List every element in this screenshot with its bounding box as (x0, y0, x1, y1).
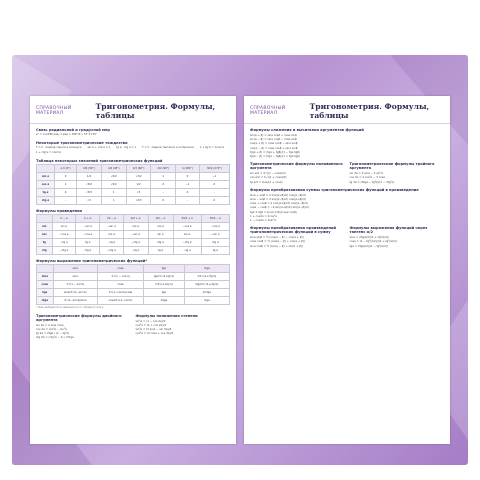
table-cell: √2/2 (101, 180, 126, 188)
row-header: sin (37, 222, 53, 230)
section-measures (30, 124, 236, 137)
table-cell: −tg α (123, 246, 148, 254)
column-header: ctgα (184, 264, 229, 272)
table-row (37, 296, 230, 304)
table-cell: ctg α (76, 246, 100, 254)
formula-line: cos²α = (1 + cos 2α)/2 (135, 322, 167, 327)
identity-formula: 1 + tg²α = 1/cos²α (199, 145, 225, 149)
table-cell: cos α (123, 222, 148, 230)
table-row (37, 230, 230, 238)
row-header: tg (37, 238, 53, 246)
table-row (37, 246, 230, 254)
table-cell: 0 (55, 188, 77, 196)
table-cell: 0 (199, 180, 229, 188)
formula-line: cos(α + β) = cosα cosβ − sinα sinβ (250, 141, 298, 146)
section-sum-to-product (244, 184, 450, 222)
formula-line: cos α/2 = ±√((1 + cosα)/2) (250, 175, 287, 180)
formula-line: cosα + cosβ = 2 cos((α+β)/2) cos((α−β)/2) (250, 201, 309, 206)
row-header: tgα (37, 288, 54, 296)
table-row (37, 180, 230, 188)
table-cell: – (199, 188, 229, 196)
column-header: π − α (52, 214, 76, 222)
table-cell: 1 (55, 180, 77, 188)
table-row (37, 288, 230, 296)
formula-line: cosα − cosβ = −2 sin((α+β)/2) sin((α−β)/2) (250, 205, 309, 210)
values-table (36, 164, 230, 205)
identity-formula: 1 + ctg²α = 1/sin²α (36, 151, 62, 155)
double-argument-block (36, 312, 131, 340)
table-cell: 0 (199, 196, 229, 204)
identity-formula: tg α · ctg α = 1 (116, 145, 137, 149)
row-header: cosα (37, 280, 54, 288)
section-title: Формулы выражения функций через тангенс α/2 (349, 226, 428, 235)
header-label: СПРАВОЧНЫЙ МАТЕРИАЛ (36, 106, 72, 116)
row-header: cos α (37, 180, 55, 188)
table-cell: −cos α (76, 230, 100, 238)
formula-line: cos 2α = cos²α − sin²α (36, 326, 67, 331)
table-cell: ±√(1 − cos²α) (97, 272, 143, 280)
formula-line: tg 3α = (3tgα − tg³α)/(1 − 3tg²α) (349, 179, 395, 184)
formula-line: cosα = (1 − tg²(α/2))/(1 + tg²(α/2)) (349, 239, 397, 244)
table-cell: cos α (100, 230, 123, 238)
column-header: π/2 + α (123, 214, 148, 222)
section-title: Формулы приведения (36, 208, 82, 213)
table-cell: 1/2 (126, 180, 151, 188)
table-cell: cosα/±√(1−cos²α) (97, 296, 143, 304)
section-title: Формулы сложения и вычитания аргументов функций (250, 128, 364, 132)
table-cell: 1/±√(1+tg²α) (144, 280, 184, 288)
row-header: sinα (37, 272, 54, 280)
column-header: π/3 (60°) (126, 164, 151, 172)
table-cell: −sin α (123, 230, 148, 238)
table-cell: 1/ctgα (184, 288, 229, 296)
column-header: π/2 − α (148, 214, 173, 222)
page-header (30, 96, 236, 124)
table-row (37, 222, 230, 230)
formula-line: sinα sinβ = ½ (cos(α − β) − cos(α + β)) (250, 235, 304, 240)
table-cell: √3/2 (126, 172, 151, 180)
table-cell: – (176, 196, 199, 204)
double-argument-formulas (36, 323, 131, 340)
table-cell: cosα (97, 280, 143, 288)
column-header: sinα (53, 264, 97, 272)
table-cell: 1/2 (77, 172, 102, 180)
table-cell: √3/3 (77, 188, 102, 196)
table-cell: √3/3 (126, 196, 151, 204)
table-row (37, 272, 230, 280)
section-addition (244, 124, 450, 158)
column-header: π/4 (45°) (101, 164, 126, 172)
table-cell: ±√(1−sin²α)/sinα (53, 296, 97, 304)
row-header: ctg α (37, 196, 55, 204)
section-title: Связь радиальной и градусной мер (36, 128, 110, 132)
expression-table (36, 264, 230, 305)
section-values (30, 155, 236, 205)
table-cell: −sin α (201, 230, 229, 238)
table-cell: ctg α (148, 238, 173, 246)
row-header: cos (37, 230, 53, 238)
table-cell: √3/2 (77, 180, 102, 188)
table-row (37, 188, 230, 196)
column-header: 3π/2 − α (201, 214, 229, 222)
table-cell: −ctg α (52, 246, 76, 254)
section-expression (30, 255, 236, 305)
formula-line: tg 2α = 2tgα / (1 − tg²α) (36, 331, 70, 336)
formula-line: tg(α + β) = (tgα + tgβ)/(1 − tgα tgβ) (250, 149, 300, 154)
formula-line: cos 3α = 4 cos³α − 3 cosα (349, 175, 386, 180)
formula-line: tg(α − β) = (tgα − tgβ)/(1 + tgα tgβ) (250, 154, 300, 159)
column-header: 3π/2 (270°) (199, 164, 229, 172)
formula-line: sin³α = (3 sinα − sin 3α)/4 (135, 327, 172, 332)
table-cell: 0 (151, 180, 176, 188)
formula-line: cos(α − β) = cosα cosβ + sinα sinβ (250, 145, 298, 150)
table-cell: 1 (101, 188, 126, 196)
table-cell: tg α (148, 246, 173, 254)
table-cell: −sin α (100, 222, 123, 230)
table-cell: √2/2 (101, 172, 126, 180)
identity-formula: T = π · период тангенса и котангенса (142, 145, 194, 149)
row-header: ctg (37, 246, 53, 254)
formula-line: sin 3α = 3 sinα − 4 sin³α (349, 171, 384, 176)
half-tangent-block (350, 224, 445, 248)
formula-line: sin(α − β) = sinα cosβ − cosα sinβ (250, 137, 297, 142)
left-page (30, 96, 236, 444)
column-header (37, 164, 55, 172)
table-cell: −tg α (100, 238, 123, 246)
formula-line: sin 2α = 2 sinα cosα (36, 322, 64, 327)
column-header: π/2 (90°) (151, 164, 176, 172)
measure-rule: α° = π·α/180 рад; 1 рад = 180°/π ≈ 57°17′45″ (36, 133, 97, 136)
footnote: * Знак выбирается в зависимости от четверти угла α (36, 305, 104, 309)
sum-to-product-formulas (250, 193, 444, 222)
half-argument-formulas (250, 171, 345, 184)
page-header (244, 96, 450, 124)
table-cell: −cos α (201, 222, 229, 230)
table-row (37, 280, 230, 288)
table-cell: 1/±√(1+ctg²α) (184, 272, 229, 280)
page-title: Тригонометрия. Формулы, таблицы (309, 102, 430, 120)
table-cell: −cos α (173, 222, 201, 230)
table-cell: sin α (148, 230, 173, 238)
table-cell: 0 (55, 172, 77, 180)
table-cell: cos α (148, 222, 173, 230)
formula-line: sin(α + β) = sinα cosβ + cosα sinβ (250, 133, 297, 137)
table-cell: −1 (199, 172, 229, 180)
page-title: Тригонометрия. Формулы, таблицы (95, 102, 216, 120)
column-header (37, 264, 54, 272)
column-header: π/6 (30°) (77, 164, 102, 172)
column-header: 3π/2 + α (173, 214, 201, 222)
section-reduction (30, 205, 236, 255)
row-header: tg α (37, 188, 55, 196)
table-row (37, 238, 230, 246)
table-cell: √3 (126, 188, 151, 196)
table-cell: −ctg α (100, 246, 123, 254)
table-cell: −tg α (52, 238, 76, 246)
table-cell: sin α (173, 230, 201, 238)
power-reduction-formulas (136, 319, 231, 336)
table-cell: ±√(1−cos²α)/cosα (97, 288, 143, 296)
table-cell: √3 (77, 196, 102, 204)
formula-line: sinα = 2tg(α/2)/(1 + tg²(α/2)) (349, 235, 390, 240)
table-cell: ±√(1 − sin²α) (53, 280, 97, 288)
table-cell: 0 (151, 196, 176, 204)
formula-line: 1 − cos2α = 2sin²α (250, 218, 277, 223)
identities-list (36, 146, 230, 155)
table-cell: sin α (52, 222, 76, 230)
table-cell: sinα (53, 272, 97, 280)
row-header: ctgα (37, 296, 54, 304)
identity-formula: T = π · период синуса и косинуса (36, 145, 82, 149)
formula-line: tgα = 2tg(α/2)/(1 − tg²(α/2)) (349, 243, 388, 248)
table-cell: tgα (144, 288, 184, 296)
table-cell: tg α (76, 238, 100, 246)
section-title: Тригонометрические формулы двойного аргумента (36, 313, 122, 322)
product-to-sum-formulas (250, 235, 345, 248)
section-title: Тригонометрические формулы половинного аргумента (250, 162, 343, 171)
table-cell: −ctg α (173, 238, 201, 246)
section-identities (30, 137, 236, 155)
column-header: α 0 (0°) (55, 164, 77, 172)
table-cell: −tg α (173, 246, 201, 254)
table-cell: 0 (176, 188, 199, 196)
table-cell: tg α (201, 246, 229, 254)
table-cell: −ctg α (123, 238, 148, 246)
table-cell: −1 (176, 180, 199, 188)
table-cell: 1/tgα (144, 296, 184, 304)
column-header: 2π − α (100, 214, 123, 222)
table-cell: 1 (101, 196, 126, 204)
identity-formula: sin²α + cos²α = 1 (87, 145, 111, 149)
table-cell: ctgα (184, 296, 229, 304)
table-cell: – (151, 188, 176, 196)
product-to-sum-block (250, 224, 345, 248)
table-cell: 1 (151, 172, 176, 180)
formula-line: sinα cosβ = ½ (sin(α − β) + sin(α + β)) (250, 243, 303, 248)
section-product-and-tangent (244, 222, 450, 248)
section-half-and-triple (244, 158, 450, 184)
formula-line: sinα − sinβ = 2 sin((α−β)/2) cos((α+β)/2) (250, 197, 306, 202)
right-page (244, 96, 450, 444)
triple-argument-formulas (350, 171, 445, 184)
section-title: Формулы понижения степени (135, 313, 198, 318)
section-title: Формулы выражения тригонометрических функций* (36, 258, 148, 263)
section-title: Тригонометрические формулы тройного аргумента (349, 162, 435, 171)
table-cell: sinα/±√(1−sin²α) (53, 288, 97, 296)
table-cell: ctgα/±√(1+ctg²α) (184, 280, 229, 288)
column-header: π + α (76, 214, 100, 222)
header-label: СПРАВОЧНЫЙ МАТЕРИАЛ (250, 106, 286, 116)
table-cell: 0 (176, 172, 199, 180)
formula-line: sinα + sinβ = 2 sin((α+β)/2) cos((α−β)/2) (250, 192, 306, 197)
formula-line: tg α/2 = sinα/(1 + cosα) (250, 179, 283, 184)
table-cell: −sin α (76, 222, 100, 230)
column-header: cosα (97, 264, 143, 272)
formula-line: sin α/2 = ±√((1 − cosα)/2) (250, 171, 286, 176)
section-title: Формулы преобразования произведений тригонометрических функций в сумму (250, 226, 337, 235)
power-reduction-block (136, 312, 231, 340)
section-title: Некоторые тригонометрические тождества (36, 140, 128, 145)
table-row (37, 172, 230, 180)
table-row (37, 196, 230, 204)
formula-line: sin²α = (1 − cos 2α)/2 (135, 318, 166, 323)
formula-line: cosα cosβ = ½ (cos(α − β) + cos(α + β)) (250, 239, 305, 244)
formula-line: cos³α = (3 cosα + cos 3α)/4 (135, 331, 174, 336)
formula-line: tgα ± tgβ = sin(α ± β)/(cosα cosβ) (250, 209, 297, 214)
half-tangent-formulas (350, 235, 445, 248)
formula-line: 1 + cos2α = 2cos²α (250, 213, 277, 218)
half-argument-block (250, 160, 345, 184)
table-cell: – (55, 196, 77, 204)
reduction-table (36, 214, 230, 255)
section-title: Формулы преобразования суммы тригонометрических функций в произведение (250, 187, 419, 192)
table-cell: tgα/±√(1+tg²α) (144, 272, 184, 280)
column-header: π (180°) (176, 164, 199, 172)
section-title: Таблица некоторых значений тригонометрических функций (36, 158, 163, 163)
column-header (37, 214, 53, 222)
table-cell: −cos α (52, 230, 76, 238)
triple-argument-block (350, 160, 445, 184)
formula-line: ctg 2α = (ctg²α − 1) / 2ctgα (36, 335, 74, 340)
column-header: tgα (144, 264, 184, 272)
addition-formulas (250, 133, 444, 158)
table-cell: ctg α (201, 238, 229, 246)
section-double-and-power (30, 310, 236, 340)
row-header: sin α (37, 172, 55, 180)
